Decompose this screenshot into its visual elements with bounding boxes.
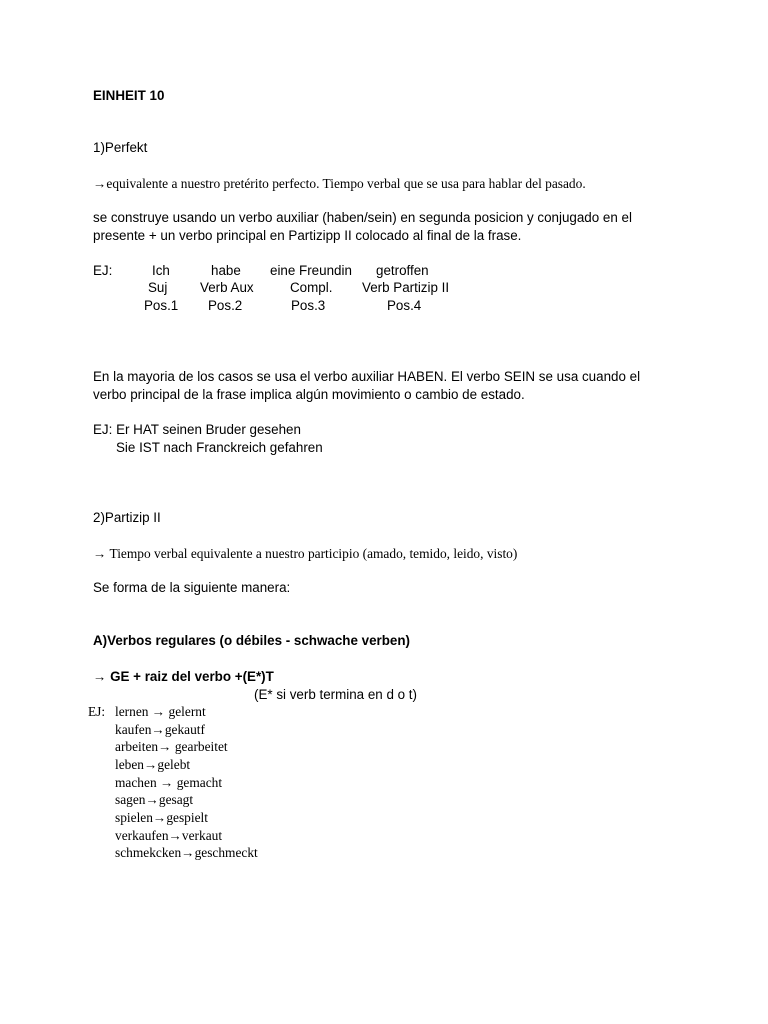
- list-item: schmekcken→geschmeckt: [115, 845, 258, 860]
- example-sentence-2: Sie IST nach Franckreich gefahren: [116, 440, 323, 455]
- perfekt-construction-line-1: se construye usando un verbo auxiliar (haben/sein) en segunda posicion y conjugado en el: [93, 210, 632, 225]
- example-table-cell: Verb Partizip II: [362, 280, 450, 295]
- example-table-cell: Suj: [148, 280, 168, 295]
- example-table-cell: Pos.3: [291, 298, 326, 313]
- verb-examples-label: EJ:: [88, 704, 106, 719]
- example-table-cell: Compl.: [290, 280, 333, 295]
- example-table-cell: habe: [211, 263, 241, 278]
- list-item: lernen → gelernt: [115, 704, 206, 719]
- usage-line-2: verbo principal de la frase implica algún movimiento o cambio de estado.: [93, 387, 525, 402]
- formation-rule: → GE + raiz del verbo +(E*)T: [93, 669, 274, 684]
- list-item: arbeiten→ gearbeitet: [115, 739, 228, 754]
- formation-note: (E* si verb termina en d o t): [254, 687, 417, 702]
- partizip-intro: Se forma de la siguiente manera:: [93, 580, 291, 595]
- usage-line-1: En la mayoria de los casos se usa el verbo auxiliar HABEN. El verbo SEIN se usa cuando el: [93, 369, 641, 384]
- list-item: machen → gemacht: [115, 775, 223, 790]
- list-item: spielen→gespielt: [115, 810, 208, 825]
- example-table-cell: Pos.2: [208, 298, 243, 313]
- example-sentence-1: EJ: Er HAT seinen Bruder gesehen: [93, 422, 301, 437]
- list-item: sagen→gesagt: [115, 792, 194, 807]
- section-heading-perfekt: 1)Perfekt: [93, 140, 148, 155]
- example-table-cell: getroffen: [376, 263, 429, 278]
- section-heading-partizip: 2)Partizip II: [93, 510, 161, 525]
- example-table-cell: Ich: [152, 263, 170, 278]
- page-title: EINHEIT 10: [93, 88, 165, 103]
- perfekt-definition: →equivalente a nuestro pretérito perfecto. Tiempo verbal que se usa para hablar del pasado.: [93, 176, 586, 191]
- perfekt-construction-line-2: presente + un verbo principal en Partizipp II colocado al final de la frase.: [93, 228, 522, 243]
- example-table-cell: Pos.1: [144, 298, 179, 313]
- example-table-cell: Verb Aux: [200, 280, 254, 295]
- example-table-cell: Pos.4: [387, 298, 422, 313]
- list-item: leben→gelebt: [115, 757, 191, 772]
- example-table-label: EJ:: [93, 263, 113, 278]
- example-table-cell: eine Freundin: [270, 263, 352, 278]
- regular-verbs-subheading: A)Verbos regulares (o débiles - schwache verben): [93, 633, 411, 648]
- partizip-definition: → Tiempo verbal equivalente a nuestro participio (amado, temido, leido, visto): [93, 546, 518, 561]
- list-item: kaufen→gekautf: [115, 722, 205, 737]
- list-item: verkaufen→verkaut: [115, 828, 223, 843]
